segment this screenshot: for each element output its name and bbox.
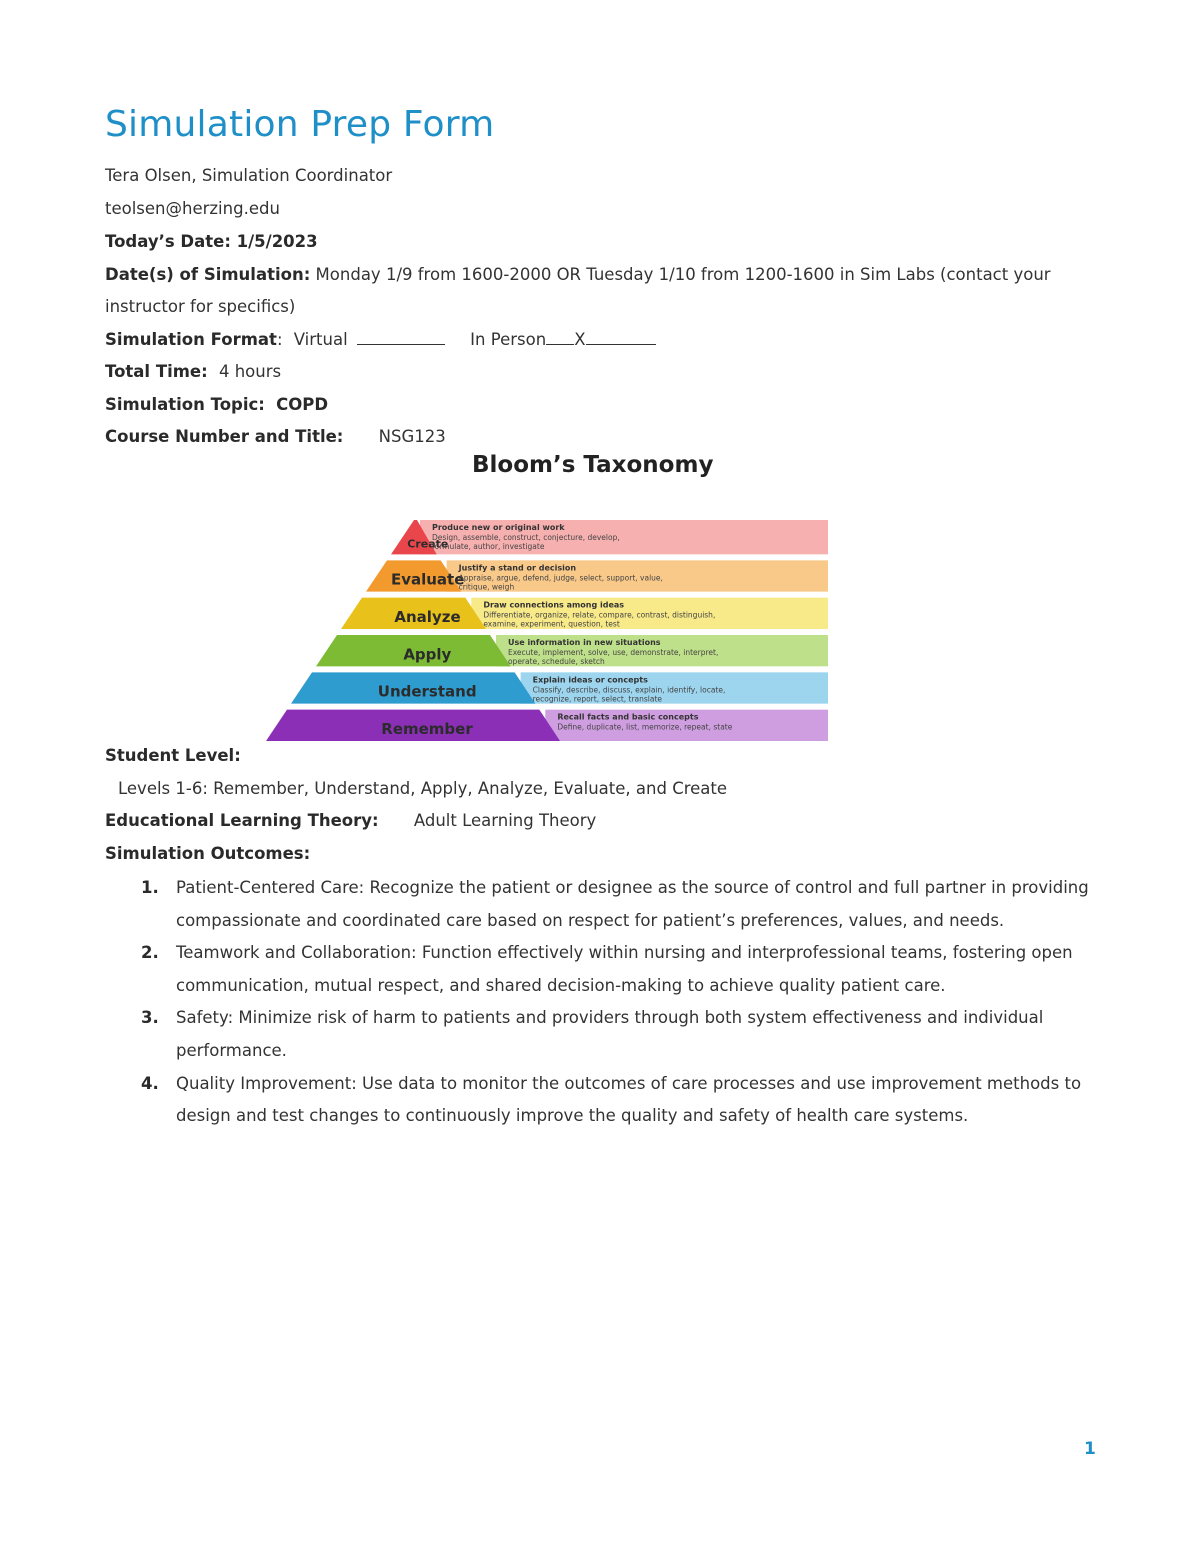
outcome-text: Patient-Centered Care: Recognize the patient or designee as the source of control and full partner in providing compassionate and coordinated care based on respect for patient’s preferences, values, and needs. bbox=[176, 878, 1089, 930]
outcome-item bbox=[105, 872, 1105, 937]
bloom-band-desc: examine, experiment, question, test bbox=[483, 619, 620, 629]
bloom-band-heading: Draw connections among ideas bbox=[483, 600, 625, 610]
bloom-tier-label: Apply bbox=[403, 645, 452, 664]
format-inperson-mark: X bbox=[574, 330, 586, 349]
bloom-band-desc: Appraise, argue, defend, judge, select, support, value, bbox=[458, 573, 663, 583]
bloom-band-desc: Define, duplicate, list, memorize, repeat, state bbox=[557, 722, 733, 732]
outcome-item bbox=[105, 1068, 1105, 1133]
total-time-label: Total Time: bbox=[105, 362, 208, 381]
bloom-tier-label: Remember bbox=[381, 720, 473, 738]
outcome-number: 4. bbox=[141, 1073, 159, 1093]
total-time-line bbox=[105, 362, 281, 382]
bloom-band-desc: Differentiate, organize, relate, compare, contrast, distinguish, bbox=[483, 610, 716, 620]
bloom-band-heading: Use information in new situations bbox=[507, 638, 661, 647]
bloom-band-desc: formulate, author, investigate bbox=[432, 542, 545, 551]
learning-theory-label: Educational Learning Theory: bbox=[105, 811, 379, 830]
bloom-band-heading: Produce new or original work bbox=[432, 523, 565, 532]
outcome-text: Quality Improvement: Use data to monitor the outcomes of care processes and use improvement methods to design and test changes to continuously improve the quality and safety of health care systems. bbox=[176, 1073, 1082, 1126]
bloom-band-heading: Explain ideas or concepts bbox=[532, 675, 648, 685]
student-level-label: Student Level: bbox=[105, 746, 241, 765]
outcome-number: 2. bbox=[141, 943, 159, 963]
format-inperson-blank-right bbox=[586, 330, 656, 345]
simulation-format-colon: : bbox=[276, 330, 283, 349]
outcome-number: 1. bbox=[141, 878, 159, 897]
student-level-value: Levels 1-6: Remember, Understand, Apply, Analyze, Evaluate, and Create bbox=[118, 779, 728, 798]
simulation-dates-line bbox=[105, 265, 1051, 285]
bloom-band-desc: critique, weigh bbox=[458, 582, 515, 592]
simulation-format-line bbox=[105, 330, 656, 350]
bloom-tier-label: Analyze bbox=[394, 608, 461, 626]
outcome-item bbox=[105, 937, 1105, 1002]
total-time-value: 4 hours bbox=[218, 362, 282, 381]
simulation-format-label: Simulation Format bbox=[105, 330, 277, 349]
simulation-dates-value: Monday 1/9 from 1600-2000 OR Tuesday 1/10 from 1200-1600 in Sim Labs (contact your bbox=[310, 265, 1051, 284]
email-link[interactable]: teolsen@herzing.edu bbox=[105, 199, 280, 218]
todays-date: Today’s Date: 1/5/2023 bbox=[105, 232, 318, 251]
course-line bbox=[105, 427, 446, 447]
outcome-number: 3. bbox=[141, 1008, 159, 1028]
bloom-band-heading: Justify a stand or decision bbox=[458, 563, 577, 573]
simulation-dates-label: Date(s) of Simulation: bbox=[105, 265, 311, 284]
format-virtual-label: Virtual bbox=[293, 330, 348, 349]
learning-theory-value: Adult Learning Theory bbox=[413, 811, 597, 830]
outcome-item bbox=[105, 1002, 1105, 1067]
blooms-taxonomy-title: Bloom’s Taxonomy bbox=[472, 452, 714, 478]
bloom-tier-label: Create bbox=[407, 537, 449, 551]
blooms-taxonomy-figure bbox=[262, 452, 832, 742]
page-number: 1 bbox=[1084, 1439, 1096, 1459]
bloom-tier-label: Understand bbox=[377, 682, 477, 701]
bloom-band-desc: operate, schedule, sketch bbox=[507, 657, 605, 666]
bloom-band-desc: Design, assemble, construct, conjecture, develop, bbox=[432, 533, 620, 542]
bloom-band-desc: Execute, implement, solve, use, demonstrate, interpret, bbox=[507, 648, 719, 657]
format-inperson-blank-left bbox=[546, 330, 574, 345]
learning-theory-line bbox=[105, 811, 596, 831]
outcome-text: Teamwork and Collaboration: Function effectively within nursing and interprofessional teams, fostering open communication, mutual respect, and shared decision-making to achieve quality patient care. bbox=[176, 943, 1073, 995]
format-virtual-blank bbox=[357, 330, 445, 345]
outcomes-list bbox=[105, 872, 1105, 1133]
bloom-band-heading: Recall facts and basic concepts bbox=[557, 712, 699, 722]
simulation-outcomes-label: Simulation Outcomes: bbox=[105, 844, 311, 863]
course-value: NSG123 bbox=[378, 427, 446, 446]
course-label: Course Number and Title: bbox=[105, 427, 344, 446]
bloom-band-desc: Classify, describe, discuss, explain, identify, locate, bbox=[532, 685, 726, 695]
bloom-band-desc: recognize, report, select, translate bbox=[532, 694, 663, 704]
simulation-topic-label: Simulation Topic: bbox=[105, 395, 265, 414]
outcome-text: Safety: Minimize risk of harm to patients and providers through both system effectiveness and individual performance. bbox=[176, 1008, 1044, 1060]
coordinator-line: Tera Olsen, Simulation Coordinator bbox=[105, 166, 393, 185]
format-inperson-label: In Person bbox=[470, 330, 547, 349]
simulation-dates-continued: instructor for specifics) bbox=[105, 297, 296, 316]
simulation-topic-line bbox=[105, 395, 328, 415]
page-title: Simulation Prep Form bbox=[105, 104, 495, 145]
simulation-topic-value: COPD bbox=[276, 395, 329, 414]
blooms-pyramid-graphic bbox=[262, 452, 832, 742]
bloom-tier-label: Evaluate bbox=[390, 570, 465, 589]
